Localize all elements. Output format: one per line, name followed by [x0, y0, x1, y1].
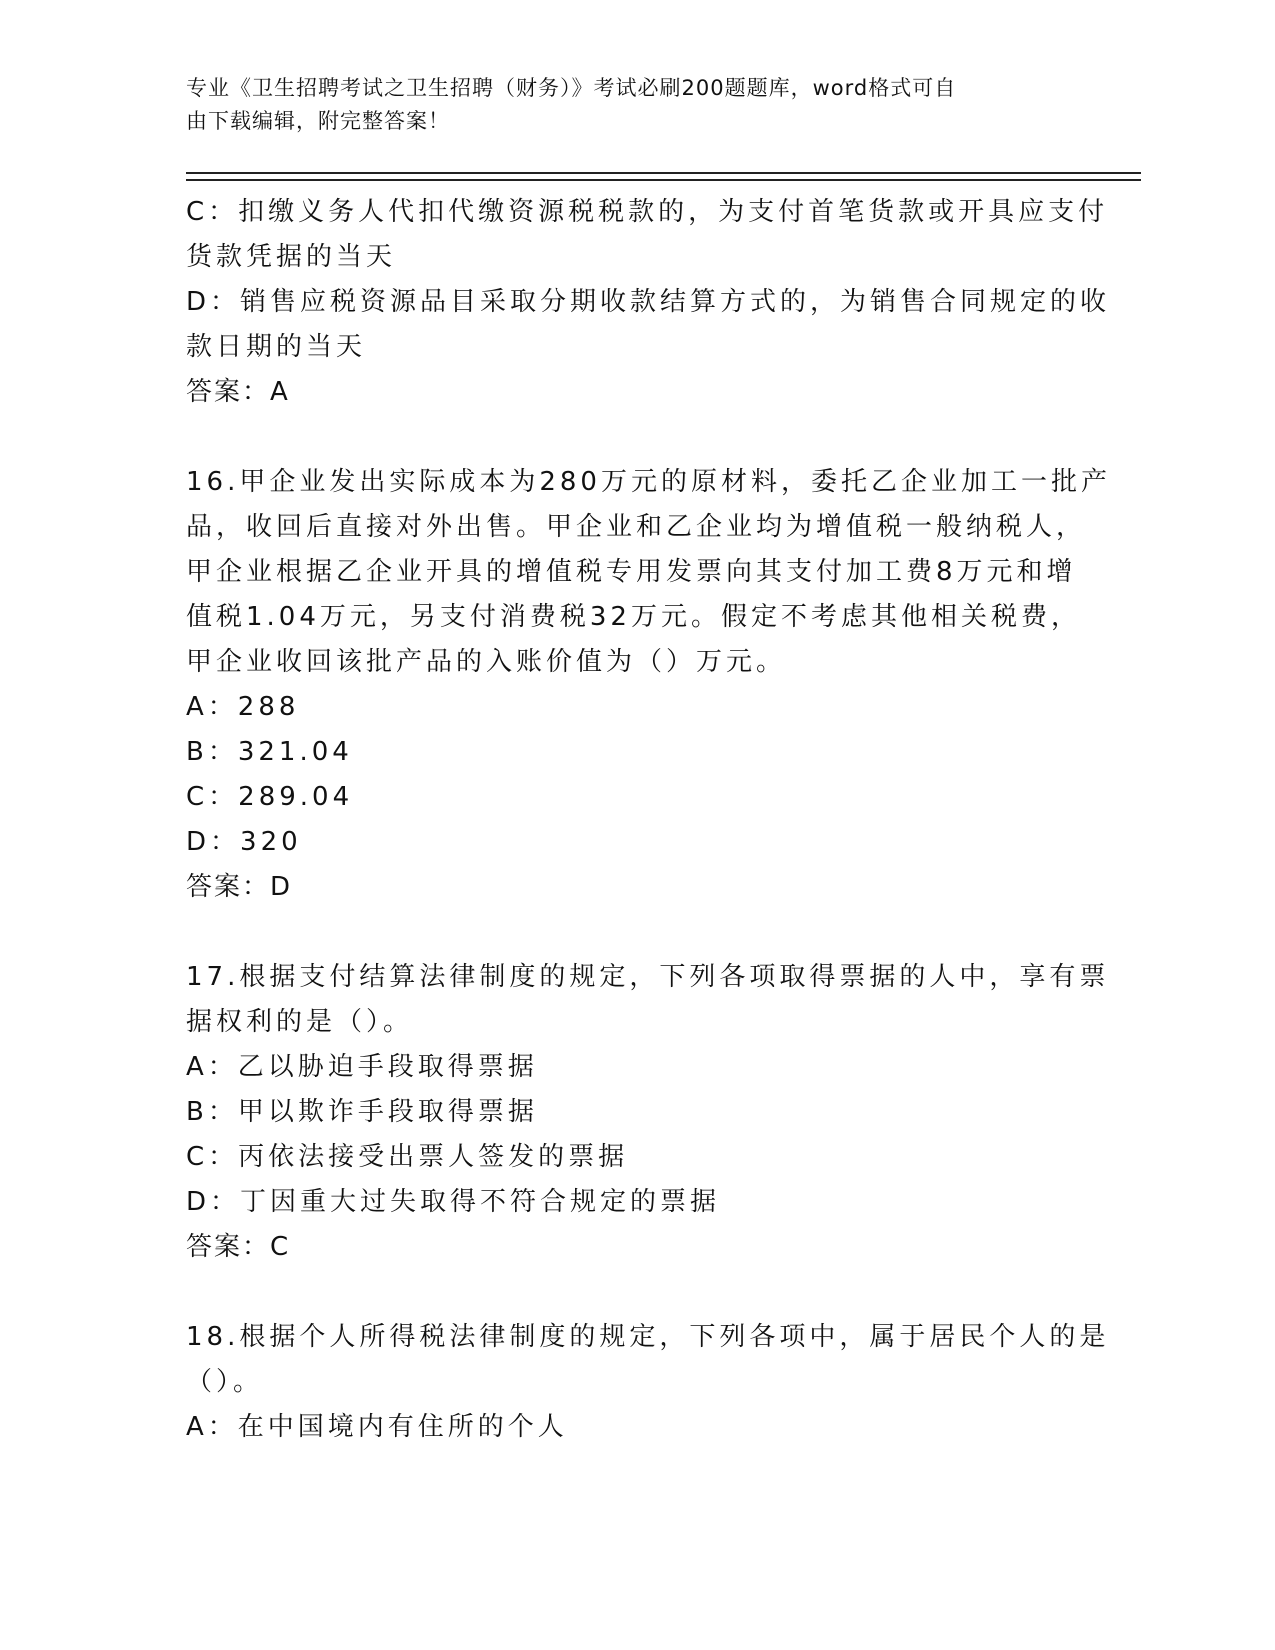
question-stem-line: 甲企业收回该批产品的入账价值为（）万元。 — [186, 647, 787, 677]
question-stem-line: 16.甲企业发出实际成本为280万元的原材料，委托乙企业加工一批产 — [186, 467, 1111, 497]
option-a: A：288 — [186, 692, 300, 722]
option-c: C：289.04 — [186, 782, 354, 812]
question-stem-line: 17.根据支付结算法律制度的规定，下列各项取得票据的人中，享有票 — [186, 962, 1110, 992]
option-c-line: 货款凭据的当天 — [186, 242, 397, 272]
option-b: B：甲以欺诈手段取得票据 — [186, 1097, 538, 1127]
question-stem-line: 值税1.04万元，另支付消费税32万元。假定不考虑其他相关税费， — [186, 602, 1081, 632]
question-stem-line: 品，收回后直接对外出售。甲企业和乙企业均为增值税一般纳税人， — [186, 512, 1087, 542]
answer-line: 答案：D — [186, 872, 293, 902]
answer-line: 答案：A — [186, 377, 290, 407]
document-header — [186, 72, 1066, 138]
option-a: A：在中国境内有住所的个人 — [186, 1412, 568, 1442]
question-stem-line: 据权利的是（）。 — [186, 1007, 414, 1037]
spacer — [186, 910, 1066, 955]
header-rule-bottom — [186, 179, 1141, 181]
option-d: D：丁因重大过失取得不符合规定的票据 — [186, 1187, 721, 1217]
option-d-line: 款日期的当天 — [186, 332, 367, 362]
question-16 — [186, 460, 1111, 910]
question-stem-line: 甲企业根据乙企业开具的增值税专用发票向其支付加工费8万元和增 — [186, 557, 1077, 587]
option-b: B：321.04 — [186, 737, 353, 767]
spacer — [186, 1270, 1066, 1315]
question-stem-line: 18.根据个人所得税法律制度的规定，下列各项中，属于居民个人的是 — [186, 1322, 1110, 1352]
question-stem-line: （）。 — [186, 1367, 264, 1397]
question-18 — [186, 1315, 1110, 1450]
header-line-1: 专业《卫生招聘考试之卫生招聘（财务）》考试必刷200题题库，word格式可自 — [186, 76, 957, 100]
answer-line: 答案：C — [186, 1232, 291, 1262]
header-line-2: 由下载编辑，附完整答案！ — [186, 109, 450, 133]
carryover-question — [186, 190, 1111, 415]
spacer — [186, 415, 1066, 460]
header-rule-top — [186, 172, 1141, 174]
document-body — [186, 190, 1111, 1450]
option-d: D：320 — [186, 827, 302, 857]
option-d-line: D：销售应税资源品目采取分期收款结算方式的，为销售合同规定的收 — [186, 287, 1111, 317]
option-c-line: C：扣缴义务人代扣代缴资源税税款的，为支付首笔货款或开具应支付 — [186, 197, 1109, 227]
question-17 — [186, 955, 1110, 1270]
option-c: C：丙依法接受出票人签发的票据 — [186, 1142, 629, 1172]
option-a: A：乙以胁迫手段取得票据 — [186, 1052, 538, 1082]
